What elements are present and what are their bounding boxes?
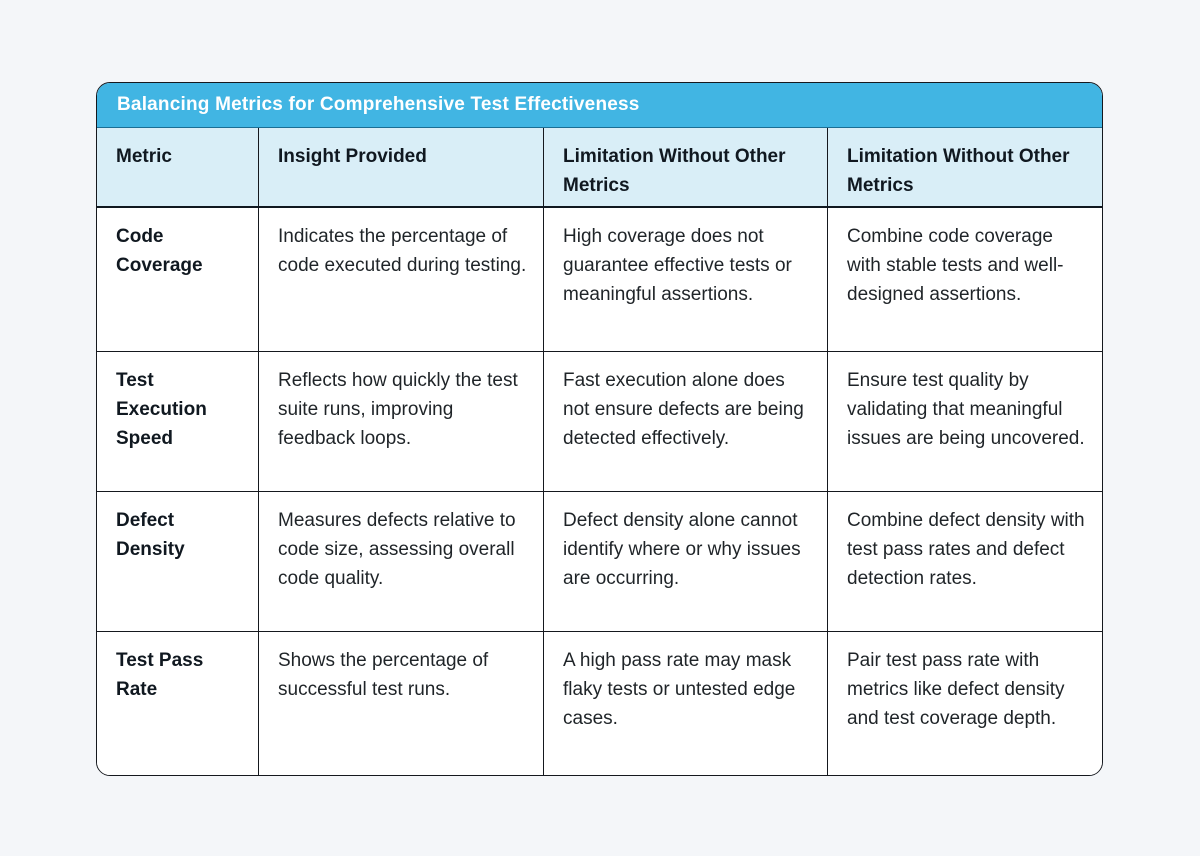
table-title: Balancing Metrics for Comprehensive Test Effectiveness <box>117 94 640 115</box>
metric-name: Test Execution Speed <box>97 352 259 491</box>
metric-name: Code Coverage <box>97 208 259 351</box>
table-header-row <box>97 128 1102 208</box>
complement-cell: Combine code coverage with stable tests and well-designed assertions. <box>847 226 1064 305</box>
insight-cell: Shows the percentage of successful test runs. <box>259 632 544 776</box>
insight-cell: Measures defects relative to code size, assessing overall code quality. <box>259 492 544 631</box>
limitation-cell: Fast execution alone does not ensure defects are being detected effectively. <box>544 352 828 491</box>
metrics-table-card <box>96 82 1103 776</box>
complement-cell: Pair test pass rate with metrics like defect density and test coverage depth. <box>847 650 1065 729</box>
limitation-cell: Defect density alone cannot identify where or why issues are occurring. <box>544 492 828 631</box>
insight-cell: Indicates the percentage of code executed during testing. <box>259 208 544 351</box>
table-row-test-execution-speed <box>97 352 1102 492</box>
metric-name: Test Pass Rate <box>97 632 259 776</box>
limitation-cell: A high pass rate may mask flaky tests or untested edge cases. <box>544 632 828 776</box>
complement-cell: Ensure test quality by validating that meaningful issues are being uncovered. <box>847 370 1085 449</box>
complement-cell: Combine defect density with test pass rates and defect detection rates. <box>847 510 1085 589</box>
table-row-code-coverage <box>97 208 1102 352</box>
metric-name: Defect Density <box>97 492 259 631</box>
table-row-test-pass-rate <box>97 632 1102 776</box>
header-insight-provided: Insight Provided <box>259 128 544 206</box>
header-limitation-2: Limitation Without Other Metrics <box>847 146 1070 196</box>
insight-cell: Reflects how quickly the test suite runs, improving feedback loops. <box>259 352 544 491</box>
table-row-defect-density <box>97 492 1102 632</box>
header-metric: Metric <box>97 128 259 206</box>
table-title-bar <box>97 83 1102 128</box>
limitation-cell: High coverage does not guarantee effective tests or meaningful assertions. <box>544 208 828 351</box>
header-limitation: Limitation Without Other Metrics <box>544 128 828 206</box>
